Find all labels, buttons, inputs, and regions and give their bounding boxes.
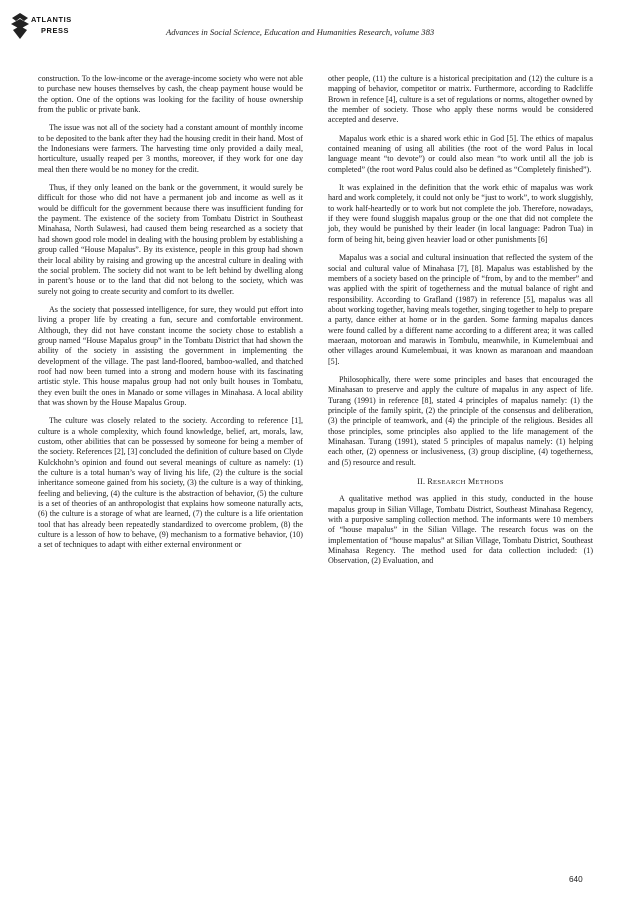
- left-column: [38, 74, 303, 559]
- paragraph: Thus, if they only leaned on the bank or the government, it would surely be difficult for those who did not have a permanent job and income as well as it would be difficult for the government because there was insufficient funding for the payment. The existence of the society from Tombatu District in Southeast Minahasa, North Sulawesi, had caused them being researched as a society that had shown good role model in dealing with the housing problem by establishing a group called “House Mapalus”. By its existence, people in this group had shown their local ability by raising and growing up the ancestral culture in dealing with the social problem. The society did not want to be left behind by dwelling along in parent’s house or to the land that did not belong to the society, which was surely not going to create security and comfort to its dweller.: [38, 183, 303, 296]
- paragraph: other people, (11) the culture is a historical precipitation and (12) the culture is a mapping of behavior, competitor or matrix. Furthermore, according to Radcliffe Brown in refence [4], culture is a set of regulations or norms, altogether owned by the member of society. Those who apply these norms would be considered accepted and deserve.: [328, 74, 593, 125]
- page-number: 640: [569, 875, 583, 884]
- atlantis-press-logo: [10, 10, 82, 44]
- right-column: [328, 74, 593, 575]
- section-number: II.: [417, 477, 426, 487]
- paragraph: Mapalus work ethic is a shared work ethic in God [5]. The ethics of mapalus contained meaning of using all abilities (the root of the word Palus in local language meant “to devote”) or could also mean “to work until all the job is completed” (the root word Palus could also be defined as “Completely finished”).: [328, 133, 593, 174]
- paragraph: construction. To the low-income or the average-income society who were not able to purchase new houses themselves by cash, the cheap payment house would be the option. One of the options was looking for the facility of house ownership from the public or private bank.: [38, 74, 303, 115]
- paragraph: It was explained in the definition that the work ethic of mapalus was work hard and work completely, it could not only be “just to work”, to work sluggishly, to work half-heartedly or to work but not complete the job. Therefore, nowadays, if they were found sluggish mapalus group or the one that did not complete the job, they would be punished by their leader (in local language: Padron Tua) in form of being hit, being given heavier load or other punishments [6]: [328, 183, 593, 244]
- paragraph: Mapalus was a social and cultural insinuation that reflected the system of the social and cultural value of Minahasa [7], [8]. Mapalus was established by the members of a society based on the principle of “from, by and to the member” and was applied with the spirit of togetherness and the mutual balance of right and responsibility. According to Grafland (1987) in reference [5], mapalus was all about working together, having meals together, singing together to help to prepare a party, dance either at home or in the garden. Some farming mapalus dances were found called by a different name according to a different area; it was called maeraan, motoroan and marawis in Tombulu, meanwhile, in Kumelembuai and other villages around Kumelembuai, it was known as maranoan and maandoan [5].: [328, 253, 593, 366]
- section-heading-research-methods: [328, 477, 593, 488]
- paragraph: The culture was closely related to the society. According to reference [1], culture is a whole complexity, which found knowledge, belief, art, morals, law, custom, other abilities that can be possessed by someone for being a member of the society. References [2], [3] concluded the definition of culture based on Clyde Kulckhohn’s opinion and found out several meanings of culture as namely: (1) the culture is a total human’s way of living his life, (2) the culture is the social inheritance someone gained from his society, (3) the culture is a way of thinking, feeling and believing, (4) the culture is the abstraction of behavior, (5) the culture is a set of theories of an anthropologist that explains how someone naturally acts, (6) the culture is a storage of what are learned, (7) the culture is a life orientation tool that has already been repeatedly standardized to overcome problem, (8) the culture is a lesson of how to behave, (9) mechanism to a formative behavior, (10) a set of techniques to adapt with either external environment or: [38, 416, 303, 550]
- heading-initial: R: [427, 477, 433, 487]
- logo-word-press: PRESS: [41, 26, 70, 35]
- journal-running-head: Advances in Social Science, Education and Humanities Research, volume 383: [166, 27, 435, 37]
- paragraph: As the society that possessed intelligence, for sure, they would put effort into living a proper life by creating a fun, secure and comfortable environment. Although, they did not have constant income the society chose to establish a group named “House Mapalus group” in the Tombatu District that had shown the ability of the society in assisting the government in implementing the development of the village. The past land-floored, bamboo-walled, and thatched roof had now been turned into a strong and modern house with its fascinating artistic style. This house mapalus group had not only built houses in Tombatu, they even built the ones in Manado or some villages in Minahasa. A local ability that was shown by the House Mapalus Group.: [38, 304, 303, 407]
- paragraph: A qualitative method was applied in this study, conducted in the house mapalus group in Silian Village, Tombatu District, Southeast Minahasa Regency, with a purposive sampling collection method. The informants were 10 members of “house mapalus” in the Silian Village. The research focus was on the implementation of “house mapalus” at Silian Village, Tombatu District, Southeast Minahasa Regency. The method used for data collection included: (1) Observation, (2) Evaluation, and: [328, 494, 593, 566]
- page-header: [0, 0, 638, 48]
- paragraph: The issue was not all of the society had a constant amount of monthly income to be deposited to the bank after they had the housing credit in their hand. Most of the Indonesians were farmers. The harvesting time only provided a daily meal, horticulture, usually reaped per 3 months, moreover, if they work for one day meal then there would be no money for the credit.: [38, 123, 303, 174]
- heading-smallcaps: ESEARCH: [432, 479, 466, 487]
- heading-smallcaps: ETHODS: [475, 479, 504, 487]
- heading-initial: M: [468, 477, 476, 487]
- logo-word-atlantis: ATLANTIS: [31, 15, 72, 24]
- paragraph: Philosophically, there were some principles and bases that encouraged the Minahasan to preserve and apply the culture of mapalus in any aspect of life. Turang (1991) in reference [8], stated 4 principles of mapalus namely: (1) the principle of the family spirit, (2) the principle of the consensus and deliberation, (3) the principle of teamwork, and (4) the principle of the religious. Besides all those principles, some principles also applied to the life management of the Minahasan. Turang (1991), stated 5 principles of mapalus namely: (1) helping each other, (2) openness or inclusiveness, (3) group discipline, (4) togetherness, and (5) resource and result.: [328, 374, 593, 467]
- atlantis-logo-icon: [10, 12, 30, 42]
